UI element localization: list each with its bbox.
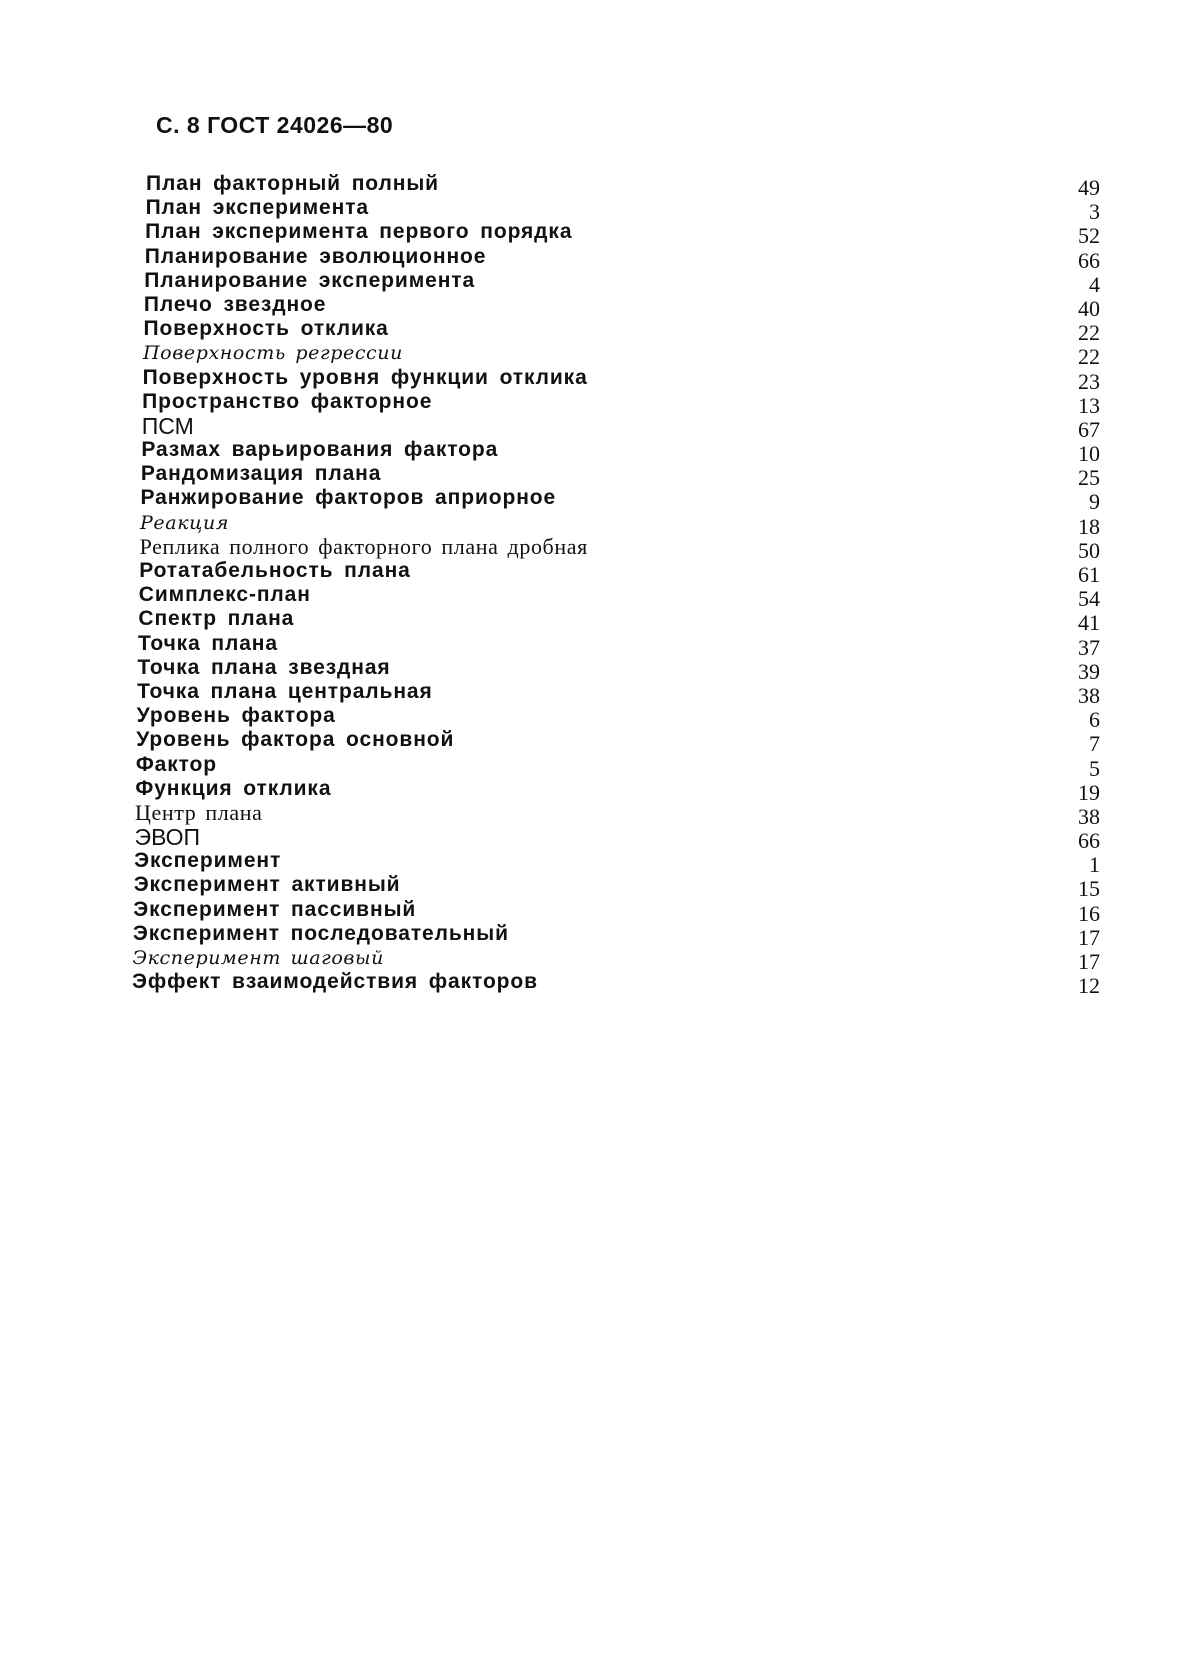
index-term: Размах варьирования фактора — [141, 438, 499, 462]
index-entry — [140, 268, 1100, 297]
index-number: 5 — [1089, 755, 1100, 781]
index-term: Планирование эксперимента — [144, 268, 476, 292]
index-number: 61 — [1078, 562, 1100, 587]
index-number: 22 — [1078, 320, 1100, 346]
index-number: 49 — [1078, 175, 1100, 200]
index-number: 1 — [1089, 852, 1100, 878]
index-number: 6 — [1089, 707, 1100, 733]
index-entry — [140, 196, 1100, 225]
index-entry — [138, 607, 1100, 636]
index-term: Рандомизация плана — [140, 462, 382, 486]
index-term: Реплика полного факторного плана дробная — [139, 533, 588, 559]
index-entry — [140, 341, 1100, 370]
index-entry — [140, 412, 1100, 442]
index-term: Ранжирование факторов априорное — [140, 486, 557, 510]
index-term: План эксперимента первого порядка — [145, 220, 573, 244]
index-entry — [134, 799, 1100, 829]
index-term: ЭВОП — [134, 824, 201, 851]
index-term: Фактор — [135, 752, 218, 776]
index-term: Поверхность уровня функции отклика — [142, 365, 588, 389]
index-term: Ротатабельность плана — [139, 559, 411, 582]
index-entry — [134, 824, 1100, 854]
index-term: Реакция — [140, 511, 230, 534]
index-term: Точка плана центральная — [137, 679, 433, 703]
index-term: План факторный полный — [146, 172, 439, 195]
index-number: 25 — [1078, 465, 1100, 491]
index-entry — [140, 317, 1100, 346]
index-number: 4 — [1089, 271, 1100, 297]
index-entry — [135, 752, 1100, 781]
index-entry — [134, 849, 1100, 878]
page-header: С. 8 ГОСТ 24026—80 — [156, 112, 394, 138]
index-number: 18 — [1078, 513, 1100, 539]
index-entry — [135, 776, 1100, 805]
index-number: 9 — [1089, 489, 1100, 515]
term-index — [132, 172, 1100, 999]
index-number: 41 — [1078, 610, 1100, 636]
index-number: 23 — [1078, 368, 1100, 394]
index-term: Поверхность отклика — [143, 317, 389, 341]
index-number: 15 — [1078, 876, 1100, 902]
index-entry — [140, 462, 1100, 491]
index-number: 37 — [1078, 634, 1100, 660]
index-term: Уровень фактора основной — [136, 728, 455, 752]
index-entry — [137, 679, 1100, 708]
index-number: 52 — [1078, 223, 1100, 249]
index-number: 3 — [1089, 199, 1100, 225]
index-entry — [139, 533, 1100, 563]
index-term: ПСМ — [141, 412, 194, 439]
index-entry — [140, 244, 1100, 273]
index-number: 38 — [1078, 682, 1100, 708]
index-entry — [138, 583, 1100, 612]
index-number: 66 — [1078, 828, 1100, 854]
index-term: Спектр плана — [138, 607, 295, 631]
index-number: 16 — [1078, 900, 1100, 926]
index-entry — [136, 704, 1100, 733]
index-entry — [137, 631, 1100, 660]
index-term: Центр плана — [134, 799, 263, 825]
index-number: 39 — [1078, 658, 1100, 684]
index-term: Плечо звездное — [143, 292, 327, 316]
index-entry — [137, 655, 1100, 684]
index-entry — [132, 946, 1100, 974]
index-entry — [140, 220, 1100, 249]
index-term: Точка плана — [137, 631, 278, 655]
index-term: Эффект взаимодействия факторов — [132, 970, 538, 994]
index-entry — [140, 172, 1100, 200]
index-term: Эксперимент пассивный — [133, 897, 417, 921]
index-entry — [140, 389, 1100, 418]
index-number: 12 — [1078, 973, 1100, 999]
index-number: 19 — [1078, 779, 1100, 805]
index-number: 7 — [1089, 731, 1100, 757]
index-number: 40 — [1078, 295, 1100, 321]
index-entry — [136, 728, 1100, 757]
index-number: 54 — [1078, 586, 1100, 612]
index-number: 67 — [1078, 416, 1100, 442]
index-number: 17 — [1078, 924, 1100, 950]
index-term: План эксперимента — [145, 196, 369, 220]
index-entry — [140, 511, 1100, 539]
index-term: Эксперимент последовательный — [132, 921, 509, 945]
index-number: 10 — [1078, 441, 1100, 467]
index-number: 13 — [1078, 392, 1100, 418]
index-entry — [132, 921, 1100, 950]
index-term: Эксперимент шаговый — [132, 947, 384, 969]
index-term: Функция отклика — [135, 776, 332, 800]
index-entry — [140, 486, 1100, 515]
index-term: Эксперимент — [134, 849, 282, 873]
index-entry — [140, 438, 1100, 467]
index-number: 22 — [1078, 344, 1100, 370]
index-entry — [140, 292, 1100, 321]
index-term: Симплекс-план — [138, 583, 311, 607]
index-term: Уровень фактора — [136, 704, 336, 728]
index-entry — [132, 970, 1100, 999]
index-number: 17 — [1078, 949, 1100, 974]
index-number: 66 — [1078, 247, 1100, 273]
index-number: 38 — [1078, 803, 1100, 829]
index-number: 50 — [1078, 537, 1100, 563]
index-term: Эксперимент активный — [133, 873, 401, 897]
index-term: Точка плана звездная — [137, 655, 391, 679]
index-term: Планирование эволюционное — [144, 244, 487, 268]
index-term: Пространство факторное — [142, 389, 433, 413]
index-term: Поверхность регрессии — [143, 342, 403, 365]
index-entry — [133, 873, 1100, 902]
index-entry — [133, 897, 1100, 926]
index-entry — [139, 559, 1100, 587]
index-entry — [140, 365, 1100, 394]
